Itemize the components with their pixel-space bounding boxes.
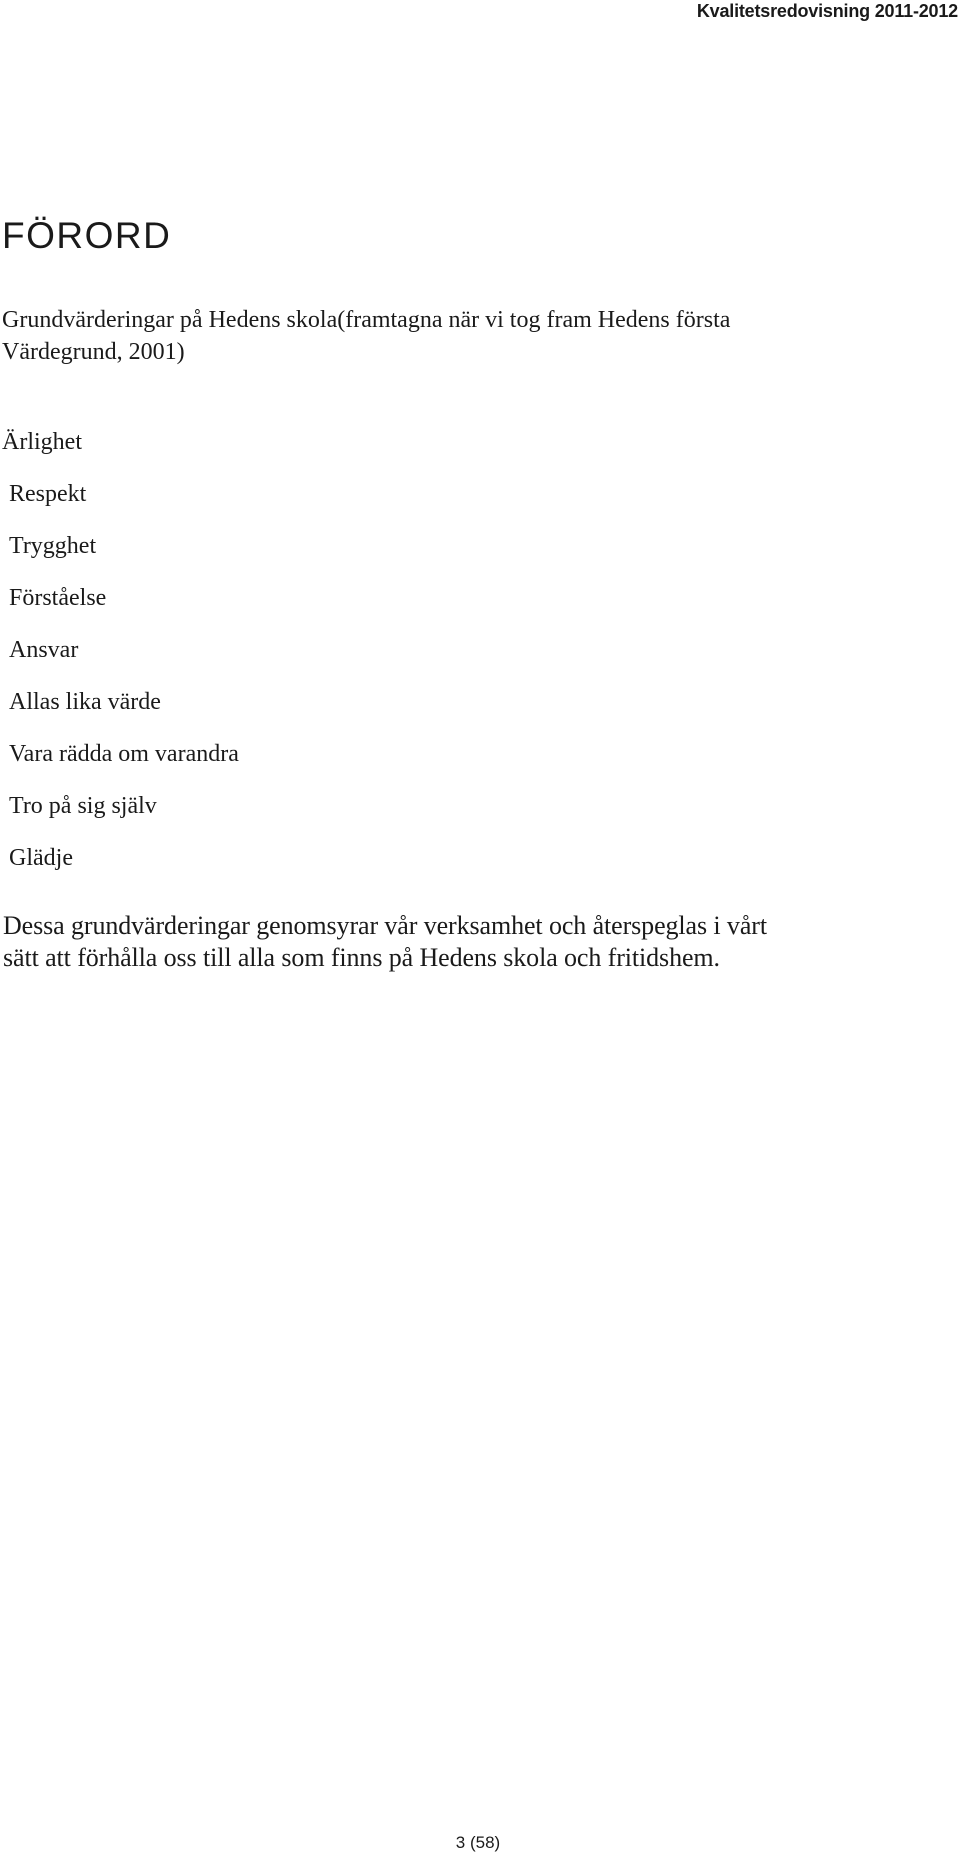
running-header: Kvalitetsredovisning 2011-2012 [696,1,958,21]
value-item-forstaelse: Förståelse [9,585,107,611]
value-item-arlighet: Ärlighet [2,429,82,455]
value-item-vara-radda: Vara rädda om varandra [9,741,239,767]
closing-line-2: sätt att förhålla oss till alla som finns på Hedens skola och fritidshem. [3,943,720,972]
value-item-allas-lika-varde: Allas lika värde [9,689,161,715]
value-item-tro-pa-sig-sjalv: Tro på sig själv [9,793,157,819]
intro-paragraph [2,304,942,368]
value-item-gladje: Glädje [9,845,73,871]
value-item-respekt: Respekt [9,481,87,507]
core-values-list [2,426,239,894]
page-footer [0,1832,960,1854]
section-title: FÖRORD [2,215,172,256]
intro-line-1: Grundvärderingar på Hedens skola(framtagna när vi tog fram Hedens första [2,307,731,333]
intro-line-2: Värdegrund, 2001) [2,339,185,365]
value-item-trygghet: Trygghet [9,533,97,559]
page-number: 3 (58) [455,1833,501,1852]
closing-line-1: Dessa grundvärderingar genomsyrar vår verksamhet och återspeglas i vårt [3,911,767,940]
closing-paragraph [3,910,958,974]
value-item-ansvar: Ansvar [9,637,79,663]
